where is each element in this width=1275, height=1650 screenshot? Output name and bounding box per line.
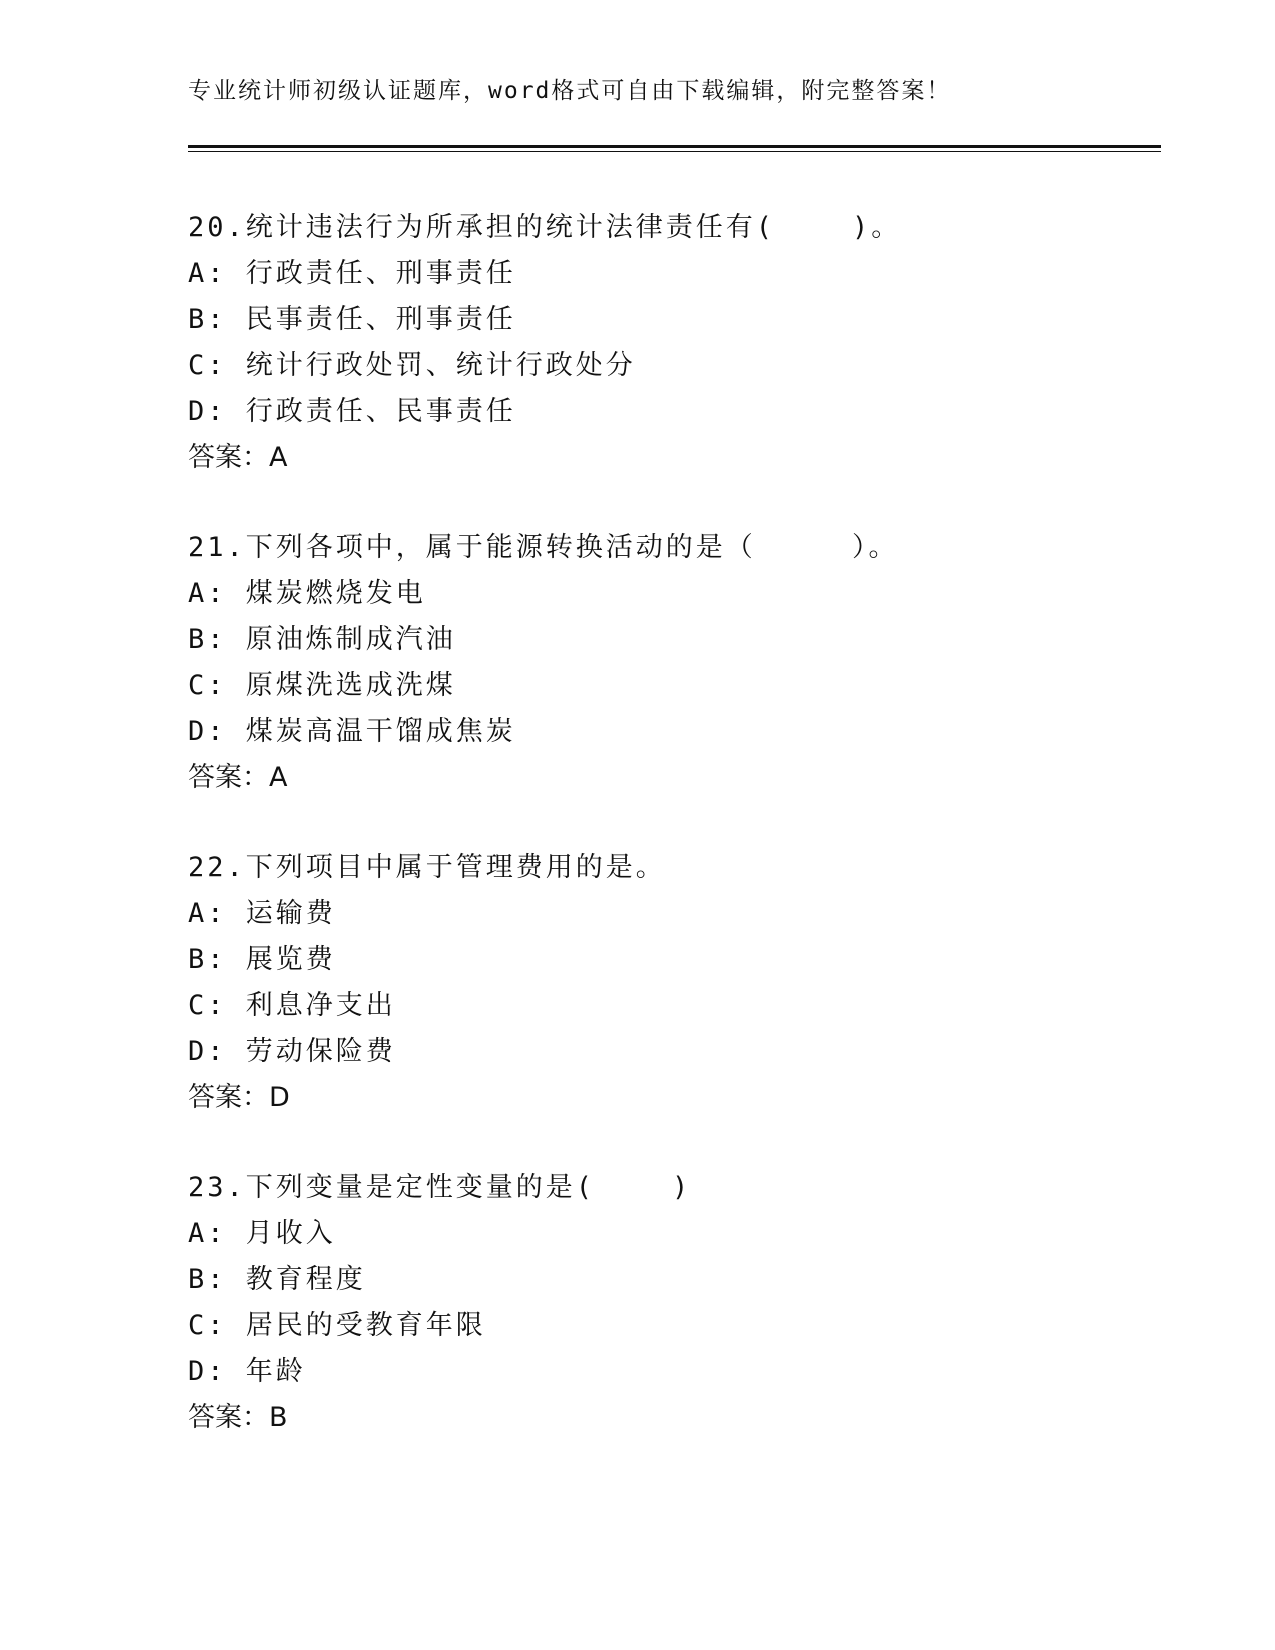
option-c: C: 统计行政处罚、统计行政处分 — [188, 350, 636, 381]
option-d: D: 劳动保险费 — [188, 1036, 396, 1067]
answer: 答案：B — [188, 1402, 288, 1433]
answer: 答案：D — [188, 1082, 290, 1113]
option-c: C: 原煤洗选成洗煤 — [188, 670, 456, 701]
option-b: B: 教育程度 — [188, 1264, 366, 1295]
answer: 答案：A — [188, 762, 288, 793]
option-d: D: 煤炭高温干馏成焦炭 — [188, 716, 516, 747]
option-d: D: 行政责任、民事责任 — [188, 396, 516, 427]
question-23 — [188, 1165, 1148, 1441]
question-21 — [188, 525, 1148, 801]
option-a: A: 行政责任、刑事责任 — [188, 258, 516, 289]
option-b: B: 原油炼制成汽油 — [188, 624, 456, 655]
question-22 — [188, 845, 1148, 1121]
question-stem: 22.下列项目中属于管理费用的是。 — [188, 852, 666, 883]
answer: 答案：A — [188, 442, 288, 473]
option-b: B: 民事责任、刑事责任 — [188, 304, 516, 335]
question-stem: 23.下列变量是定性变量的是( ) — [188, 1172, 692, 1203]
page-header: 专业统计师初级认证题库，word格式可自由下载编辑，附完整答案！ — [188, 78, 952, 104]
question-stem: 21.下列各项中，属于能源转换活动的是（ ）。 — [188, 532, 899, 563]
option-d: D: 年龄 — [188, 1356, 306, 1387]
question-list — [188, 205, 1148, 1485]
question-stem: 20.统计违法行为所承担的统计法律责任有( )。 — [188, 212, 902, 243]
option-a: A: 煤炭燃烧发电 — [188, 578, 426, 609]
option-c: C: 居民的受教育年限 — [188, 1310, 486, 1341]
option-a: A: 运输费 — [188, 898, 336, 929]
question-20 — [188, 205, 1148, 481]
header-rule-thin — [188, 151, 1161, 152]
header-rule-thick — [188, 145, 1161, 148]
option-c: C: 利息净支出 — [188, 990, 396, 1021]
option-b: B: 展览费 — [188, 944, 336, 975]
option-a: A: 月收入 — [188, 1218, 336, 1249]
